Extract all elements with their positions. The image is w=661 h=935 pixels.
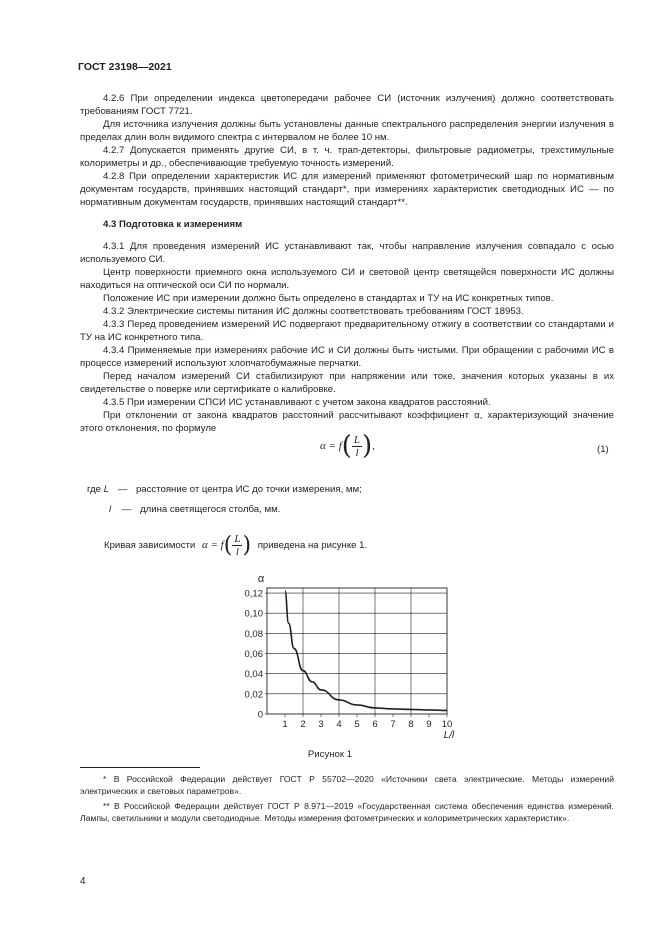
inline-formula-denominator: l	[235, 546, 239, 558]
footnote	[80, 800, 614, 824]
x-tick-label: 4	[336, 719, 342, 730]
x-tick-label: 2	[300, 719, 306, 730]
x-tick-label: 10	[441, 719, 453, 730]
x-tick-label: 9	[426, 719, 432, 730]
page-number: 4	[80, 876, 86, 887]
definition-text: расстояние от центра ИС до точки измерения, мм;	[135, 484, 362, 495]
y-tick-label: 0,06	[244, 649, 263, 661]
paragraph: 4.2.6 При определении индекса цветопередачи рабочее СИ (источник излучения) должно соответствовать требованиям ГОСТ 7721.	[80, 93, 614, 117]
formula-number: (1)	[597, 444, 609, 455]
footnote-separator	[80, 767, 200, 768]
formula-lhs: α = f	[320, 440, 342, 453]
paragraph: 4.3.5 При измерении СПСИ ИС устанавливают с учетом закона квадратов расстояний.	[103, 397, 491, 408]
paragraph: Перед началом измерений СИ стабилизируют при напряжении или токе, значения которых указаны в их свидетельстве о поверке или сертификате о калибровке.	[80, 371, 614, 395]
inline-formula-numerator: L	[234, 533, 241, 545]
formula-denominator: l	[355, 447, 359, 459]
x-tick-label: 7	[390, 719, 396, 730]
definition-text: длина светящегося столба, мм.	[140, 504, 281, 515]
definition-symbol: l	[109, 504, 112, 515]
curve-sentence	[104, 533, 367, 558]
y-tick-label: 0	[257, 709, 263, 721]
x-tick-label: 1	[282, 719, 288, 730]
paragraph: Для источника излучения должны быть установлены данные спектрального распределения энергии излучения в пределах длин волн видимого спектра с интервалом не более 10 нм.	[80, 119, 614, 143]
paragraph: При отклонении от закона квадратов расстояний рассчитывают коэффициент α, характеризующий значение этого отклонения, по формуле	[80, 410, 614, 434]
paragraph: Центр поверхности приемного окна используемого СИ и световой центр светящейся поверхности ИС должны находиться на оптической оси СИ по нормали.	[80, 267, 614, 291]
footnote-text: ** В Российской Федерации действует ГОСТ Р 8.971—2019 «Государственная система обеспечения единства измерений. Лампы, светильники и модули светодиодные. Методы измерения фотометрических и колориметрических характеристик».	[80, 801, 614, 823]
formula-paren: )	[362, 431, 373, 461]
inline-formula-lhs: α = f	[201, 539, 224, 552]
y-axis-label: α	[257, 573, 265, 585]
y-tick-label: 0,02	[244, 689, 263, 701]
definition-symbol: L	[103, 484, 110, 495]
definition-dash: —	[121, 504, 132, 515]
definition-dash: —	[117, 484, 128, 495]
y-tick-label: 0,12	[244, 588, 263, 600]
x-tick-label: 3	[318, 719, 324, 730]
footnote-text: * В Российской Федерации действует ГОСТ Р 55702—2020 «Источники света электрические. Методы измерений электрических и световых параметров».	[80, 774, 614, 796]
y-tick-label: 0,04	[244, 669, 263, 681]
x-tick-label: 6	[372, 719, 378, 730]
figure-caption: Рисунок 1	[307, 749, 353, 760]
inline-formula-fraction	[232, 533, 242, 558]
footnote	[80, 773, 614, 797]
formula-1	[320, 431, 375, 461]
y-tick-label: 0,10	[244, 608, 263, 620]
y-tick-label: 0,08	[244, 628, 263, 640]
paragraph: 4.3.1 Для проведения измерений ИС устанавливают так, чтобы направление излучения совпадало с осью используемого СИ.	[80, 241, 614, 265]
paragraph: 4.3.2 Электрические системы питания ИС должны соответствовать требованиям ГОСТ 18953.	[103, 306, 524, 317]
inline-formula	[201, 533, 252, 558]
document-header: ГОСТ 23198—2021	[78, 61, 172, 73]
inline-formula-paren: (	[223, 533, 233, 558]
main-text	[80, 92, 614, 435]
formula-numerator: L	[353, 434, 361, 446]
definition-row	[87, 483, 362, 496]
formula-fraction	[352, 434, 362, 459]
paragraph: 4.2.7 Допускается применять другие СИ, в т. ч. трап-детекторы, фильтровые радиометры, трехстимульные колориметры и др., обеспечивающие требуемую точность измерений.	[80, 145, 614, 169]
paragraph: 4.3.3 Перед проведением измерений ИС подвергают предварительному отжигу в соответствии со стандартами и ТУ на ИС конкретного типа.	[80, 319, 614, 343]
paragraph: Положение ИС при измерении должно быть определено в стандартах и ТУ на ИС конкретных типов.	[103, 293, 554, 304]
section-title: 4.3 Подготовка к измерениям	[103, 219, 243, 230]
paragraph: 4.3.4 Применяемые при измерениях рабочие ИС и СИ должны быть чистыми. При обращении с рабочими ИС в процессе измерений используют хлопчатобумажные перчатки.	[80, 345, 614, 369]
series-line-alpha	[285, 591, 447, 710]
x-axis-label: L/l	[443, 730, 455, 740]
formula-paren: (	[341, 431, 352, 461]
inline-formula-paren: )	[242, 533, 252, 558]
definition-prefix: где	[87, 484, 102, 495]
plot-frame	[267, 588, 447, 714]
formula-comma: ,	[372, 440, 375, 453]
x-tick-label: 5	[354, 719, 360, 730]
figure-1-chart	[225, 570, 465, 740]
curve-sentence-before: Кривая зависимости	[104, 540, 196, 552]
x-tick-label: 8	[408, 719, 414, 730]
curve-sentence-after: приведена на рисунке 1.	[257, 540, 368, 552]
paragraph: 4.2.8 При определении характеристик ИС для измерений применяют фотометрический шар по нормативным документам государств, принявших настоящий стандарт*, при измерениях характеристик светодиодных ИС — по нормативным документам государств, принявших настоящий стандарт**.	[80, 171, 614, 208]
definition-row	[109, 503, 280, 516]
